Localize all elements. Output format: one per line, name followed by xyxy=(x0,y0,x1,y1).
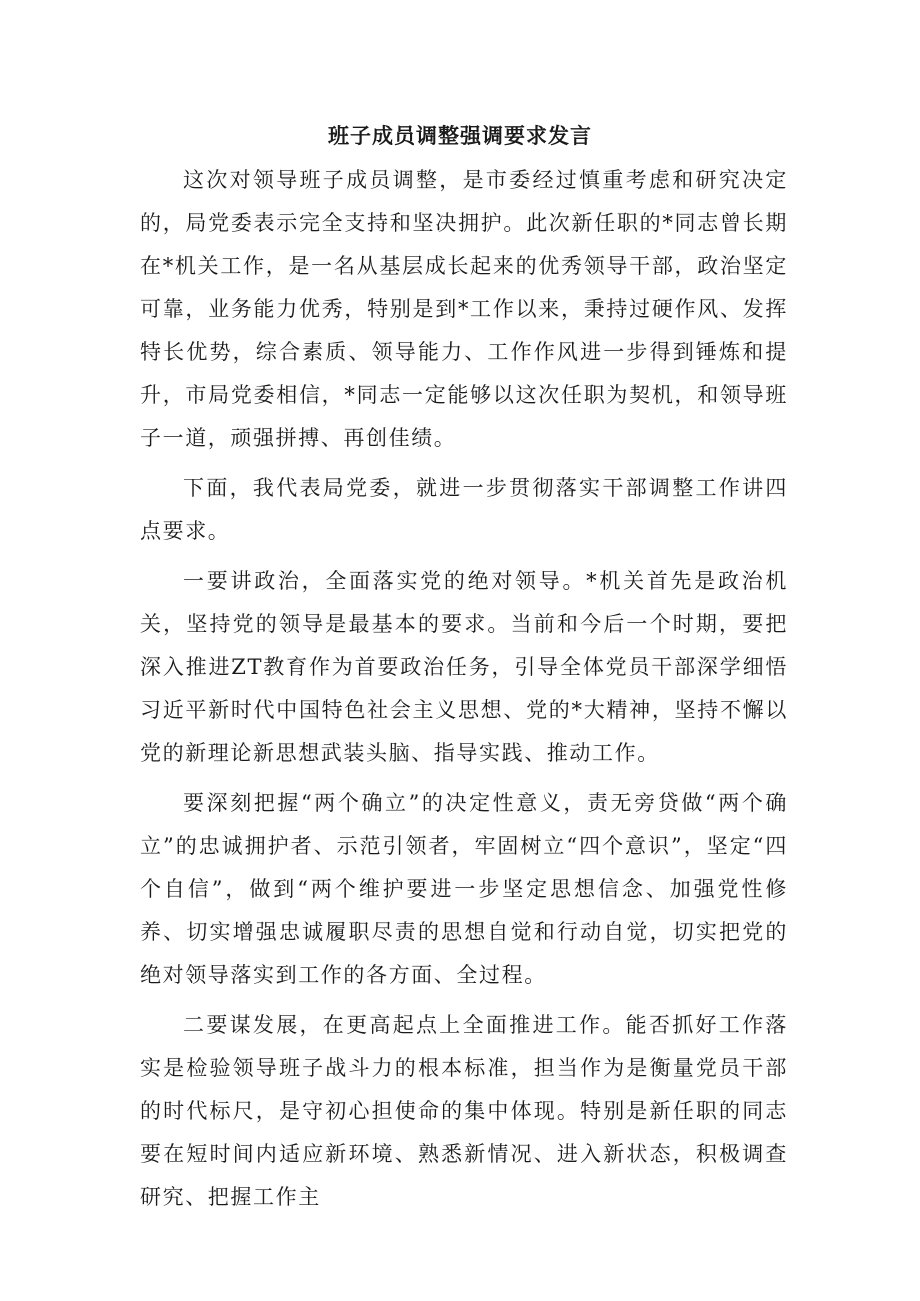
paragraph-1: 这次对领导班子成员调整，是市委经过慎重考虑和研究决定的，局党委表示完全支持和坚决拥护。此次新任职的*同志曾长期在*机关工作，是一名从基层成长起来的优秀领导干部，政治坚定可靠，业务能力优秀，特别是到*工作以来，秉持过硬作风、发挥特长优势，综合素质、领导能力、工作作风进一步得到锤炼和提升，市局党委相信，*同志一定能够以这次任职为契机，和领导班子一道，顽强拼搏、再创佳绩。 xyxy=(140,168,788,450)
paragraph-3: 一要讲政治，全面落实党的绝对领导。*机关首先是政治机关，坚持党的领导是最基本的要求。当前和今后一个时期，要把深入推进ZT教育作为首要政治任务，引导全体党员干部深学细悟习近平新时代中国特色社会主义思想、党的*大精神，坚持不懈以党的新理论新思想武装头脑、指导实践、推动工作。 xyxy=(140,569,788,765)
document-title: 班子成员调整强调要求发言 xyxy=(328,123,592,148)
paragraph-2: 下面，我代表局党委，就进一步贯彻落实干部调整工作讲四点要求。 xyxy=(140,476,788,543)
document-body xyxy=(140,159,788,1226)
paragraph-4: 要深刻把握“两个确立”的决定性意义，责无旁贷做“两个确立”的忠诚拥护者、示范引领者，牢固树立“四个意识”，坚定“四个自信”，做到“两个维护要进一步坚定思想信念、加强党性修养、切实增强忠诚履职尽责的思想自觉和行动自觉，切实把党的绝对领导落实到工作的各方面、全过程。 xyxy=(140,791,788,987)
paragraph-5: 二要谋发展，在更高起点上全面推进工作。能否抓好工作落实是检验领导班子战斗力的根本标准，担当作为是衡量党员干部的时代标尺，是守初心担使命的集中体现。特别是新任职的同志要在短时间内适应新环境、熟悉新情况、进入新状态，积极调查研究、把握工作主 xyxy=(140,1013,788,1209)
